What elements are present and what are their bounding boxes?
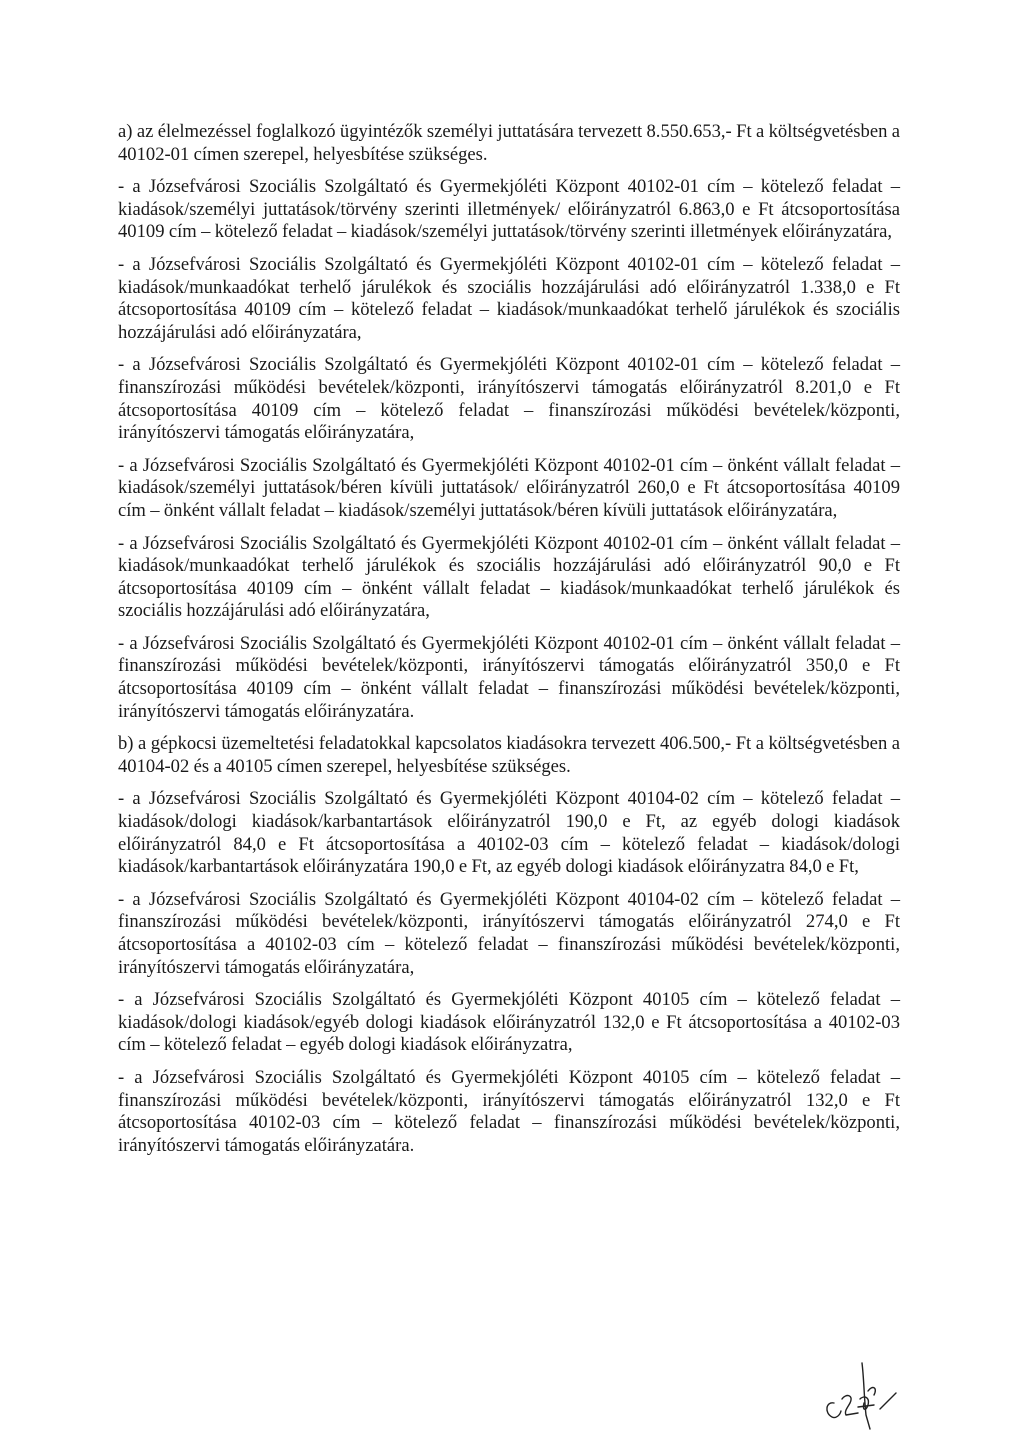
section-a-intro: a) az élelmezéssel foglalkozó ügyintézők személyi juttatására tervezett 8.550.653,- Ft a költségvetésben a 40102-01 címen szerepel, helyesbítése szükséges.	[118, 121, 900, 165]
signature-scribble-icon	[800, 1355, 920, 1430]
handwritten-initials-icon	[800, 1355, 920, 1430]
section-b-intro: b) a gépkocsi üzemeltetési feladatokkal kapcsolatos kiadásokra tervezett 406.500,- Ft a költségvetésben a 40104-02 és a 40105 címen szerepel, helyesbítése szükséges.	[118, 733, 900, 777]
paragraph-item: - a Józsefvárosi Szociális Szolgáltató és Gyermekjóléti Központ 40102-01 cím – kötelező feladat – kiadások/munkaadókat terhelő járulékok és szociális hozzájárulási adó előirányzatról 1.338,0 e Ft átcsoportosítása 40109 cím – kötelező feladat – kiadások/munkaadókat terhelő járulékok és szociális hozzájárulási adó előirányzatára,	[118, 253, 900, 343]
paragraph-item: - a Józsefvárosi Szociális Szolgáltató és Gyermekjóléti Központ 40104-02 cím – kötelező feladat – kiadások/dologi kiadások/karbantartások előirányzatról 190,0 e Ft, az egyéb dologi kiadások előirányzatról 84,0 e Ft átcsoportosítása a 40102-03 cím – kötelező feladat – kiadások/dologi kiadások/karbantartások előirányzatára 190,0 e Ft, az egyéb dologi kiadások előirányzatra 84,0 e Ft,	[118, 788, 900, 878]
paragraph-item: - a Józsefvárosi Szociális Szolgáltató és Gyermekjóléti Központ 40104-02 cím – kötelező feladat – finanszírozási működési bevételek/központi, irányítószervi támogatás előirányzatról 274,0 e Ft átcsoportosítása a 40102-03 cím – kötelező feladat – finanszírozási működési bevételek/központi, irányítószervi támogatás előirányzatára,	[118, 888, 900, 978]
paragraph-item: - a Józsefvárosi Szociális Szolgáltató és Gyermekjóléti Központ 40102-01 cím – önként vállalt feladat – finanszírozási működési bevételek/központi, irányítószervi támogatás előirányzatról 350,0 e Ft átcsoportosítása 40109 cím – önként vállalt feladat – finanszírozási működési bevételek/központi, irányítószervi támogatás előirányzatára.	[118, 632, 900, 722]
paragraph-item: - a Józsefvárosi Szociális Szolgáltató és Gyermekjóléti Központ 40102-01 cím – önként vállalt feladat – kiadások/személyi juttatások/béren kívüli juttatások/ előirányzatról 260,0 e Ft átcsoportosítása 40109 cím – önként vállalt feladat – kiadások/személyi juttatások/béren kívüli juttatások előirányzatára,	[118, 454, 900, 521]
paragraph-item: - a Józsefvárosi Szociális Szolgáltató és Gyermekjóléti Központ 40105 cím – kötelező feladat – finanszírozási működési bevételek/központi, irányítószervi támogatás előirányzatról 132,0 e Ft átcsoportosítása 40102-03 cím – kötelező feladat – finanszírozási működési bevételek/központi, irányítószervi támogatás előirányzatára.	[118, 1066, 900, 1156]
paragraph-item: - a Józsefvárosi Szociális Szolgáltató és Gyermekjóléti Központ 40102-01 cím – önként vállalt feladat – kiadások/munkaadókat terhelő járulékok és szociális hozzájárulási adó előirányzatról 90,0 e Ft átcsoportosítása 40109 cím – önként vállalt feladat – kiadások/munkaadókat terhelő járulékok és szociális hozzájárulási adó előirányzatára,	[118, 532, 900, 622]
paragraph-item: - a Józsefvárosi Szociális Szolgáltató és Gyermekjóléti Központ 40105 cím – kötelező feladat – kiadások/dologi kiadások/egyéb dologi kiadások előirányzatról 132,0 e Ft átcsoportosítása a 40102-03 cím – kötelező feladat – egyéb dologi kiadások előirányzatra,	[118, 989, 900, 1056]
document-body	[118, 121, 900, 1167]
paragraph-item: - a Józsefvárosi Szociális Szolgáltató és Gyermekjóléti Központ 40102-01 cím – kötelező feladat – finanszírozási működési bevételek/központi, irányítószervi támogatás előirányzatról 8.201,0 e Ft átcsoportosítása 40109 cím – kötelező feladat – finanszírozási működési bevételek/központi, irányítószervi támogatás előirányzatára,	[118, 354, 900, 444]
paragraph-item: - a Józsefvárosi Szociális Szolgáltató és Gyermekjóléti Központ 40102-01 cím – kötelező feladat – kiadások/személyi juttatások/törvény szerinti illetmények/ előirányzatról 6.863,0 e Ft átcsoportosítása 40109 cím – kötelező feladat – kiadások/személyi juttatások/törvény szerinti illetmények előirányzatára,	[118, 176, 900, 243]
